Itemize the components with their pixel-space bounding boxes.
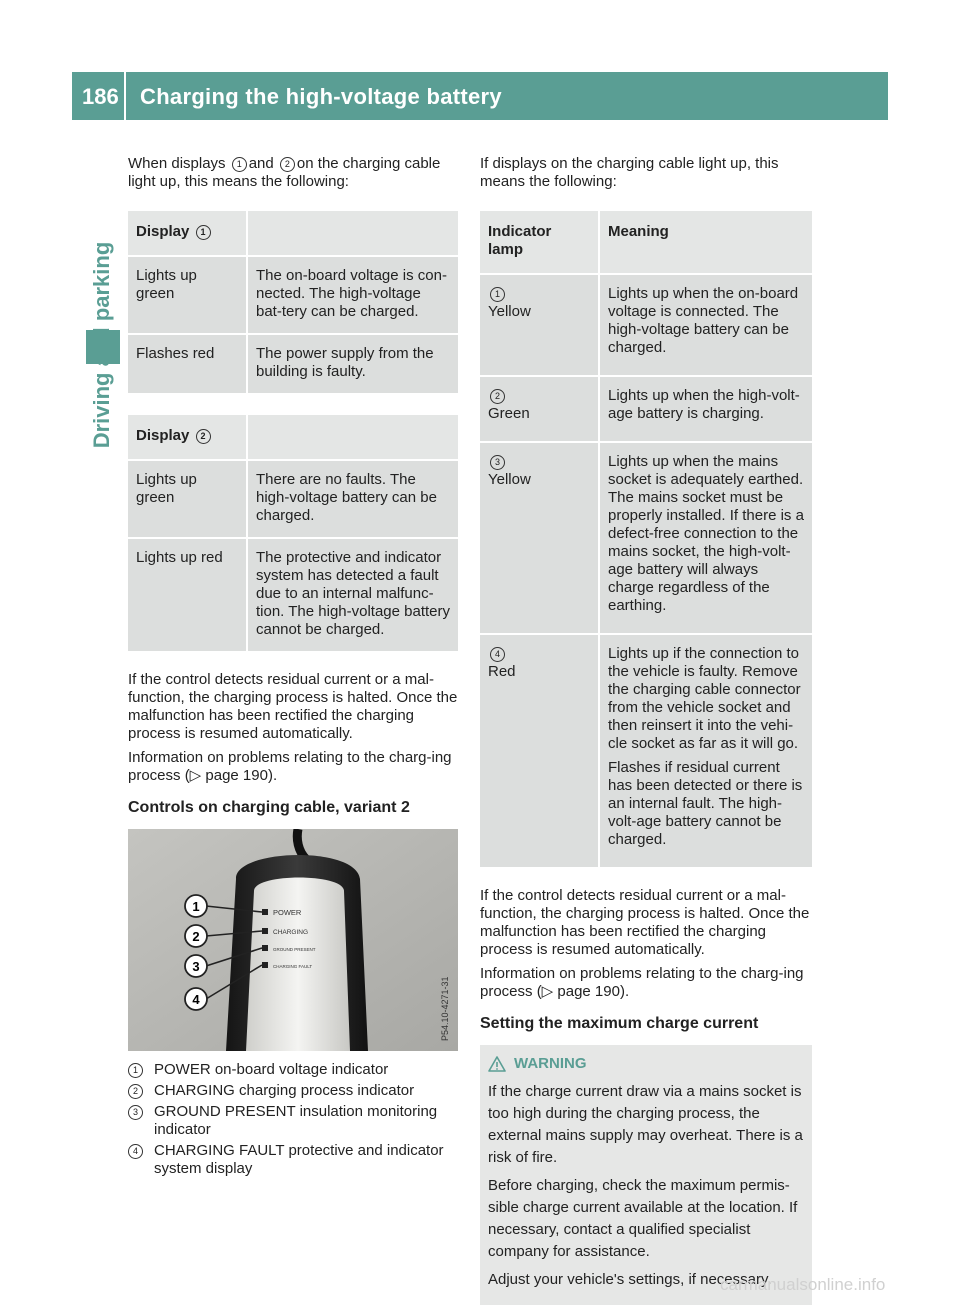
table-header xyxy=(247,211,458,256)
marker-2-icon: 2 xyxy=(490,389,505,404)
table-cell: 2 Green xyxy=(480,376,599,442)
warning-text: Adjust your vehicle's settings, if necessary. xyxy=(488,1271,772,1288)
marker-3-icon: 3 xyxy=(490,455,505,470)
indicator-lamp-table xyxy=(480,211,812,869)
section-title: Setting the maximum charge current xyxy=(480,1015,759,1032)
warning-icon xyxy=(488,1056,506,1072)
warning-text: Before charging, check the maximum permis-sible charge current available at the location. If necessary, contact a qualified specialist company for assistance. xyxy=(488,1177,798,1260)
marker-2-icon: 2 xyxy=(196,429,211,444)
callout-3: 3 xyxy=(192,959,200,974)
table-cell: There are no faults. The high-voltage battery can be charged. xyxy=(247,460,458,538)
legend-text: GROUND PRESENT insulation monitoring indicator xyxy=(154,1103,438,1138)
table-row xyxy=(480,376,812,442)
left-column xyxy=(128,155,458,1181)
charging-cable-figure xyxy=(128,829,458,1051)
table-header xyxy=(247,415,458,460)
info-paragraph: Information on problems relating to the charg-ing process (▷ page 190). xyxy=(128,749,452,784)
marker-2-icon: 2 xyxy=(128,1084,143,1099)
header-divider xyxy=(124,72,126,120)
table-row xyxy=(128,460,458,538)
marker-4-icon: 4 xyxy=(490,647,505,662)
watermark: carmanualsonline.info xyxy=(720,1275,886,1294)
legend-text: CHARGING FAULT protective and indicator system display xyxy=(154,1142,444,1177)
figure-legend xyxy=(128,1061,458,1178)
intro-text: and xyxy=(248,155,274,172)
section-title: Controls on charging cable, variant 2 xyxy=(128,799,410,816)
marker-1-icon: 1 xyxy=(232,157,247,172)
table-header: Display 1 xyxy=(128,211,247,256)
table-row xyxy=(480,442,812,634)
legend-text: POWER on-board voltage indicator xyxy=(154,1061,389,1078)
table-cell: Flashes red xyxy=(128,334,247,394)
table-cell: Lights up green xyxy=(128,460,247,538)
marker-2-icon: 2 xyxy=(280,157,295,172)
warning-box xyxy=(480,1045,812,1305)
marker-3-icon: 3 xyxy=(128,1105,143,1120)
table-cell: 3 Yellow xyxy=(480,442,599,634)
table-cell: The on-board voltage is con-nected. The high-voltage bat-tery can be charged. xyxy=(247,256,458,334)
table-row xyxy=(480,274,812,376)
list-item xyxy=(128,1142,458,1178)
list-item xyxy=(128,1082,458,1100)
residual-current-paragraph: If the control detects residual current or a mal-function, the charging process is halted. Once the malfunction has been rectified the charging process is resumed automatically. xyxy=(128,671,458,742)
table-cell: The protective and indicator system has detected a fault due to an internal malfunc-tion. The high-voltage battery cannot be charged. xyxy=(247,538,458,652)
table-cell: Lights up when the mains socket is adequately earthed. The mains socket must be properly installed. If there is a defect-free connection to the mains socket, the high-volt-age battery will always charge regardless of the earthing. xyxy=(599,442,812,634)
callout-2: 2 xyxy=(192,929,200,944)
left-intro xyxy=(128,155,458,191)
table-cell: Lights up if the connection to the vehicle is faulty. Remove the charging cable connector from the vehicle socket and then reinsert it into the vehi-cle socket as far as it will go. Flashes if residual current has been detected or there is an internal fault. The high-volt-age battery cannot be charged. xyxy=(599,634,812,868)
table-row xyxy=(480,634,812,868)
table-header: Indicator lamp xyxy=(480,211,599,274)
list-item xyxy=(128,1061,458,1079)
table-header: Meaning xyxy=(599,211,812,274)
table-header: Display 2 xyxy=(128,415,247,460)
label-ground-present: GROUND PRESENT xyxy=(273,947,316,952)
table-cell: 1 Yellow xyxy=(480,274,599,376)
label-power: POWER xyxy=(273,908,302,917)
side-tab xyxy=(84,135,120,1205)
page-title: Charging the high-voltage battery xyxy=(140,84,502,109)
list-item xyxy=(128,1103,458,1139)
marker-1-icon: 1 xyxy=(490,287,505,302)
charging-unit-illustration xyxy=(128,829,458,1051)
table-row xyxy=(128,538,458,652)
intro-text: When displays xyxy=(128,155,226,172)
table-row xyxy=(128,256,458,334)
marker-1-icon: 1 xyxy=(196,225,211,240)
table-cell: Lights up green xyxy=(128,256,247,334)
marker-4-icon: 4 xyxy=(128,1144,143,1159)
side-tab-marker xyxy=(86,330,120,364)
table-cell: 4 Red xyxy=(480,634,599,868)
callout-1: 1 xyxy=(192,899,200,914)
label-charging: CHARGING xyxy=(273,929,309,936)
residual-current-paragraph: If the control detects residual current or a mal-function, the charging process is halted. Once the malfunction has been rectified the charging process is resumed automatically. xyxy=(480,887,810,958)
callout-4: 4 xyxy=(192,992,200,1007)
table-row xyxy=(128,334,458,394)
intro-text: on the charging cable light up, this means the following: xyxy=(128,155,441,190)
table-cell: Lights up red xyxy=(128,538,247,652)
display-1-table xyxy=(128,211,458,395)
warning-title xyxy=(488,1055,804,1073)
warning-text: If the charge current draw via a mains socket is too high during the charging process, the external mains supply may overheat. There is a risk of fire. xyxy=(488,1083,803,1166)
marker-1-icon: 1 xyxy=(128,1063,143,1078)
warning-label: WARNING xyxy=(514,1055,587,1072)
table-cell: Lights up when the on-board voltage is connected. The high-voltage battery can be charged. xyxy=(599,274,812,376)
label-charging-fault: CHARGING FAULT xyxy=(273,964,313,969)
right-intro: If displays on the charging cable light up, this means the following: xyxy=(480,155,779,190)
table-cell: The power supply from the building is faulty. xyxy=(247,334,458,394)
right-column xyxy=(480,155,812,1305)
figure-code: P54.10-4271-31 xyxy=(440,976,450,1041)
info-paragraph: Information on problems relating to the charg-ing process (▷ page 190). xyxy=(480,965,804,1000)
display-2-table xyxy=(128,415,458,653)
legend-text: CHARGING charging process indicator xyxy=(154,1082,415,1099)
table-cell: Lights up when the high-volt-age battery is charging. xyxy=(599,376,812,442)
page-number: 186 xyxy=(82,84,119,109)
